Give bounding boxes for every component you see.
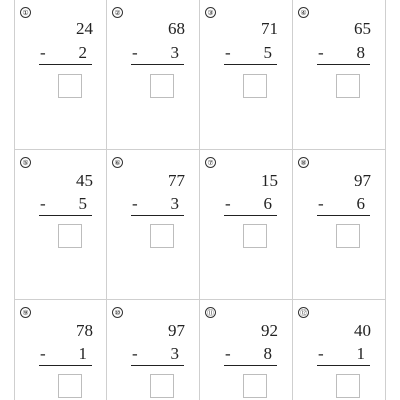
answer-box[interactable] [336, 74, 360, 98]
minuend: 71 [261, 19, 278, 38]
answer-box[interactable] [58, 374, 82, 398]
subtrahend: 3 [170, 344, 179, 363]
minus-sign: - [40, 344, 46, 363]
answer-line [131, 64, 184, 65]
subtrahend: 8 [356, 43, 365, 62]
answer-line [39, 215, 92, 216]
minuend: 78 [76, 321, 93, 340]
problem-number: ⑥ [112, 157, 123, 168]
problem-cell [293, 300, 386, 400]
minuend: 97 [168, 321, 185, 340]
minus-sign: - [318, 43, 324, 62]
minuend: 92 [261, 321, 278, 340]
worksheet-grid [14, 0, 386, 400]
answer-line [317, 215, 370, 216]
subtrahend: 3 [170, 194, 179, 213]
minuend: 77 [168, 171, 185, 190]
minuend: 24 [76, 19, 93, 38]
answer-box[interactable] [336, 224, 360, 248]
answer-line [317, 64, 370, 65]
problem-number: ① [20, 7, 31, 18]
answer-line [317, 365, 370, 366]
problem-number: ③ [205, 7, 216, 18]
answer-line [224, 215, 277, 216]
problem-cell [293, 150, 386, 300]
problem-number: ⑫ [298, 307, 309, 318]
problem-number: ⑩ [112, 307, 123, 318]
answer-line [131, 365, 184, 366]
subtrahend: 1 [356, 344, 365, 363]
minuend: 68 [168, 19, 185, 38]
problem-number: ④ [298, 7, 309, 18]
minus-sign: - [225, 194, 231, 213]
problem-cell [107, 150, 200, 300]
subtrahend: 1 [78, 344, 87, 363]
minus-sign: - [318, 344, 324, 363]
problem-cell [107, 0, 200, 150]
minuend: 15 [261, 171, 278, 190]
answer-box[interactable] [243, 74, 267, 98]
answer-line [224, 365, 277, 366]
answer-line [131, 215, 184, 216]
subtrahend: 6 [356, 194, 365, 213]
problem-cell [200, 0, 293, 150]
answer-line [39, 365, 92, 366]
answer-box[interactable] [336, 374, 360, 398]
problem-number: ⑦ [205, 157, 216, 168]
minus-sign: - [225, 344, 231, 363]
problem-cell [200, 150, 293, 300]
subtrahend: 2 [78, 43, 87, 62]
problem-cell [200, 300, 293, 400]
minuend: 97 [354, 171, 371, 190]
minus-sign: - [225, 43, 231, 62]
problem-number: ⑪ [205, 307, 216, 318]
minus-sign: - [40, 194, 46, 213]
minus-sign: - [318, 194, 324, 213]
minus-sign: - [132, 344, 138, 363]
problem-number: ② [112, 7, 123, 18]
minus-sign: - [40, 43, 46, 62]
minus-sign: - [132, 43, 138, 62]
subtrahend: 3 [170, 43, 179, 62]
problem-number: ⑧ [298, 157, 309, 168]
problem-number: ⑨ [20, 307, 31, 318]
minus-sign: - [132, 194, 138, 213]
subtrahend: 8 [263, 344, 272, 363]
problem-cell [107, 300, 200, 400]
problem-cell [293, 0, 386, 150]
problem-cell [14, 300, 107, 400]
answer-box[interactable] [150, 224, 174, 248]
minuend: 65 [354, 19, 371, 38]
answer-line [39, 64, 92, 65]
problem-number: ⑤ [20, 157, 31, 168]
answer-line [224, 64, 277, 65]
minuend: 45 [76, 171, 93, 190]
problem-cell [14, 150, 107, 300]
minuend: 40 [354, 321, 371, 340]
problem-cell [14, 0, 107, 150]
answer-box[interactable] [150, 374, 174, 398]
subtrahend: 6 [263, 194, 272, 213]
answer-box[interactable] [243, 224, 267, 248]
answer-box[interactable] [58, 74, 82, 98]
answer-box[interactable] [58, 224, 82, 248]
subtrahend: 5 [263, 43, 272, 62]
answer-box[interactable] [150, 74, 174, 98]
subtrahend: 5 [78, 194, 87, 213]
answer-box[interactable] [243, 374, 267, 398]
